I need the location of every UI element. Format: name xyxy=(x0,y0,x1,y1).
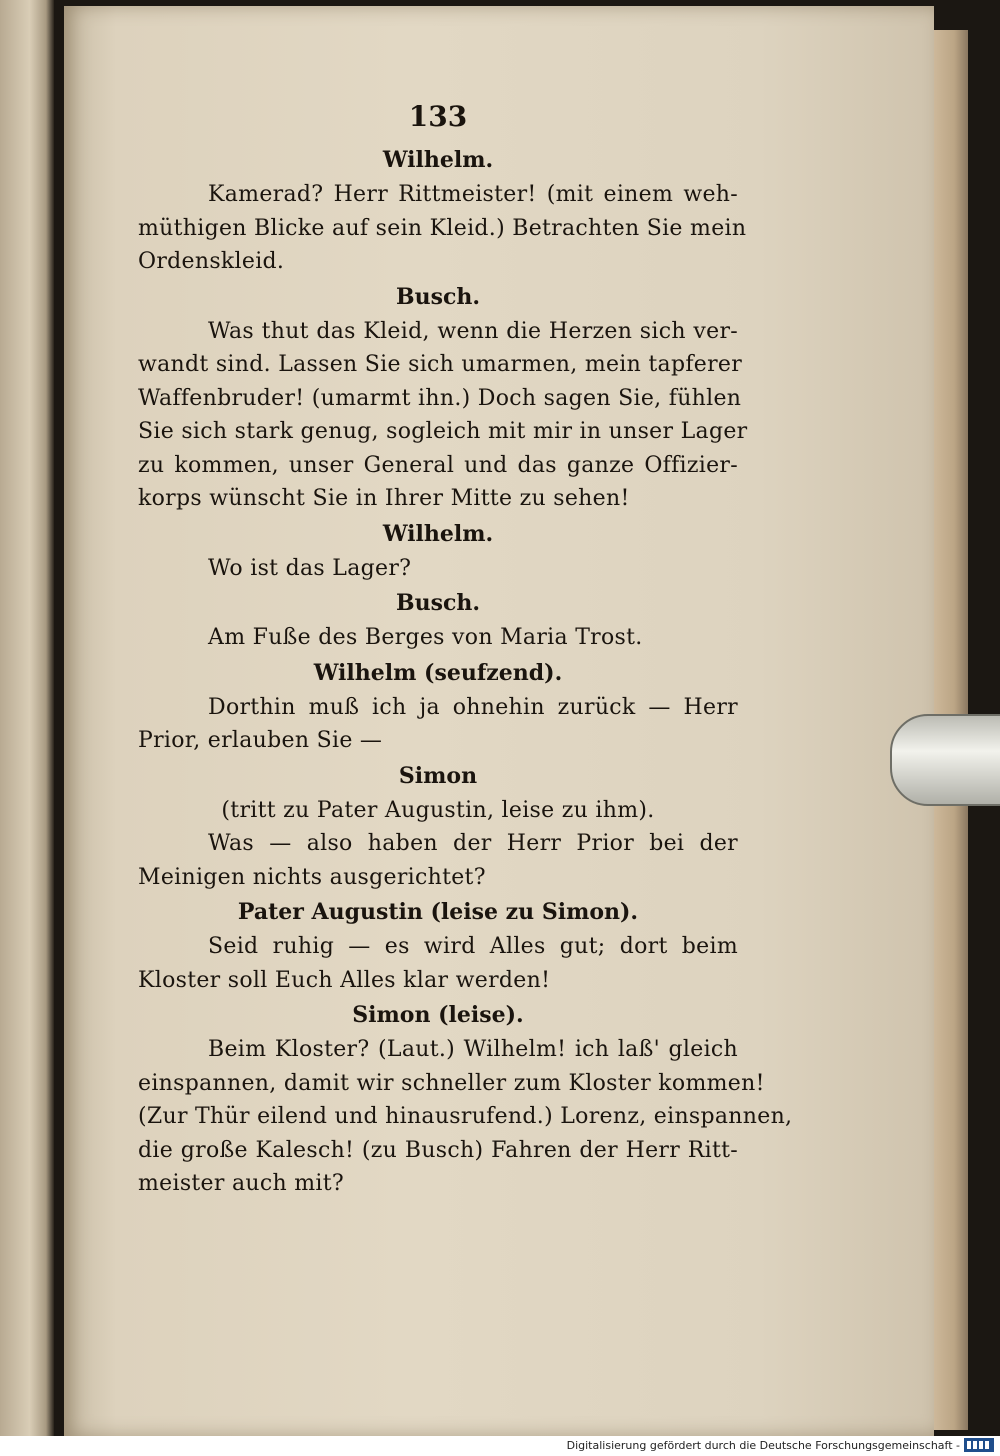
speaker-heading: Wilhelm (seufzend). xyxy=(313,659,563,686)
text-blocks xyxy=(138,142,793,1201)
page-text xyxy=(138,92,793,1201)
text-line: Kamerad? Herr Rittmeister! (mit einem weh- xyxy=(208,182,738,207)
speaker-heading: Simon xyxy=(398,762,478,789)
text-line: Dorthin muß ich ja ohnehin zurück — Herr xyxy=(208,694,738,720)
text-line: Waffenbruder! (umarmt ihn.) Doch sagen Sie, fühlen xyxy=(138,385,742,411)
text-line: Wo ist das Lager? xyxy=(208,555,412,581)
speaker-heading: Simon (leise). xyxy=(352,1002,524,1028)
page-clip xyxy=(890,714,1000,806)
previous-page-edge xyxy=(0,0,54,1456)
speaker-heading: Wilhelm. xyxy=(382,520,494,547)
text-line: zu kommen, unser General und das ganze Offizier- xyxy=(138,452,738,478)
text-line: Was thut das Kleid, wenn die Herzen sich ver- xyxy=(208,318,738,344)
text-line: Prior, erlauben Sie — xyxy=(138,728,383,753)
dfg-logo xyxy=(964,1438,994,1452)
text-line: Beim Kloster? (Laut.) Wilhelm! ich laß' gleich xyxy=(208,1037,738,1062)
speaker-heading: Busch. xyxy=(395,590,481,616)
text-line: Am Fuße des Berges von Maria Trost. xyxy=(208,625,643,650)
text-line: Sie sich stark genug, sogleich mit mir in unser Lager xyxy=(138,419,748,444)
text-line: (Zur Thür eilend und hinausrufend.) Lorenz, einspannen, xyxy=(138,1104,793,1129)
text-line: die große Kalesch! (zu Busch) Fahren der Herr Ritt- xyxy=(138,1137,738,1163)
text-line: Was — also haben der Herr Prior bei der xyxy=(208,831,738,856)
text-line: (tritt zu Pater Augustin, leise zu ihm). xyxy=(221,797,655,823)
text-line: Meinigen nichts ausgerichtet? xyxy=(138,864,486,890)
page-number: 133 xyxy=(408,100,468,133)
text-line: müthigen Blicke auf sein Kleid.) Betrachten Sie mein xyxy=(138,215,747,241)
speaker-heading: Pater Augustin (leise zu Simon). xyxy=(237,899,639,925)
text-line: einspannen, damit wir schneller zum Kloster kommen! xyxy=(138,1070,765,1096)
text-line: Ordenskleid. xyxy=(138,249,285,274)
text-line: meister auch mit? xyxy=(138,1171,344,1196)
text-line: korps wünscht Sie in Ihrer Mitte zu sehen! xyxy=(138,486,630,511)
text-line: wandt sind. Lassen Sie sich umarmen, mein tapferer xyxy=(138,352,743,377)
text-line: Seid ruhig — es wird Alles gut; dort beim xyxy=(208,934,738,959)
speaker-heading: Wilhelm. xyxy=(382,147,494,173)
speaker-heading: Busch. xyxy=(395,283,481,310)
funding-note: Digitalisierung gefördert durch die Deutsche Forschungsgemeinschaft - xyxy=(566,1439,960,1452)
text-line: Kloster soll Euch Alles klar werden! xyxy=(138,967,551,993)
footer-bar xyxy=(0,1436,1000,1456)
